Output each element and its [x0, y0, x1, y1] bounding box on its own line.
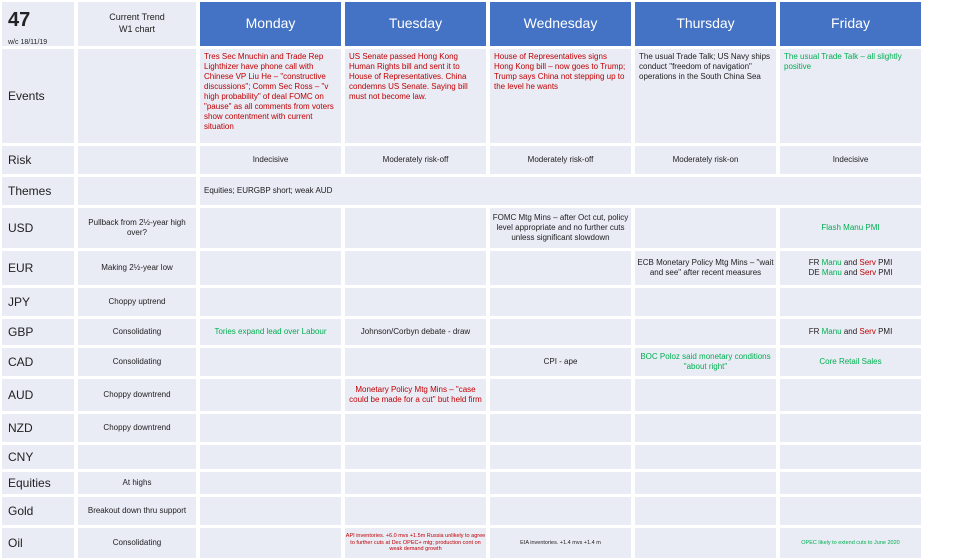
row-label-events: Events [2, 49, 74, 143]
jpy-wednesday [490, 288, 631, 316]
risk-trend-cell [78, 146, 196, 174]
usd-trend: Pullback from 2½-year high over? [78, 208, 196, 248]
cad-friday: Core Retail Sales [780, 348, 921, 376]
gbp-trend: Consolidating [78, 319, 196, 345]
eur-friday-line2: DE Manu and Serv PMI [808, 268, 893, 277]
eur-tuesday [345, 251, 486, 285]
cny-friday [780, 445, 921, 469]
jpy-tuesday [345, 288, 486, 316]
risk-thursday: Moderately risk-on [635, 146, 776, 174]
cny-thursday [635, 445, 776, 469]
equities-tuesday [345, 472, 486, 494]
nzd-tuesday [345, 414, 486, 442]
cad-monday [200, 348, 341, 376]
jpy-monday [200, 288, 341, 316]
nzd-trend: Choppy downtrend [78, 414, 196, 442]
gbp-thursday [635, 319, 776, 345]
row-label-eur: EUR [2, 251, 74, 285]
usd-tuesday [345, 208, 486, 248]
day-header-wednesday: Wednesday [490, 2, 631, 46]
eur-friday [780, 251, 921, 285]
jpy-thursday [635, 288, 776, 316]
jpy-friday [780, 288, 921, 316]
oil-monday [200, 528, 341, 558]
row-label-themes: Themes [2, 177, 74, 205]
gold-monday [200, 497, 341, 525]
cad-wednesday: CPI - ape [490, 348, 631, 376]
usd-wednesday: FOMC Mtg Mins – after Oct cut, policy level appropriate and no further cuts unless significant slowdown [490, 208, 631, 248]
aud-friday [780, 379, 921, 411]
row-label-risk: Risk [2, 146, 74, 174]
gbp-friday: FR Manu and Serv PMI [780, 319, 921, 345]
usd-monday [200, 208, 341, 248]
row-label-gbp: GBP [2, 319, 74, 345]
row-label-aud: AUD [2, 379, 74, 411]
oil-wednesday: EIA inventories. +1.4 mvs +1.4 m [490, 528, 631, 558]
aud-thursday [635, 379, 776, 411]
eur-thursday: ECB Monetary Policy Mtg Mins – "wait and see" after recent measures [635, 251, 776, 285]
gbp-monday: Tories expand lead over Labour [200, 319, 341, 345]
cny-trend [78, 445, 196, 469]
eur-trend: Making 2½-year low [78, 251, 196, 285]
themes-text: Equities; EURGBP short; weak AUD [200, 177, 921, 205]
nzd-friday [780, 414, 921, 442]
gold-thursday [635, 497, 776, 525]
day-header-thursday: Thursday [635, 2, 776, 46]
day-header-monday: Monday [200, 2, 341, 46]
events-trend-cell [78, 49, 196, 143]
risk-friday: Indecisive [780, 146, 921, 174]
gbp-wednesday [490, 319, 631, 345]
trend-header-line2: W1 chart [118, 23, 155, 34]
cad-thursday: BOC Poloz said monetary conditions "about right" [635, 348, 776, 376]
gold-friday [780, 497, 921, 525]
jpy-trend: Choppy uptrend [78, 288, 196, 316]
usd-friday: Flash Manu PMI [780, 208, 921, 248]
week-number: 47 [8, 9, 31, 31]
equities-monday [200, 472, 341, 494]
row-label-gold: Gold [2, 497, 74, 525]
aud-tuesday: Monetary Policy Mtg Mins – "case could be made for a cut" but held firm [345, 379, 486, 411]
aud-wednesday [490, 379, 631, 411]
risk-tuesday: Moderately risk-off [345, 146, 486, 174]
eur-monday [200, 251, 341, 285]
row-label-jpy: JPY [2, 288, 74, 316]
gold-trend: Breakout down thru support [78, 497, 196, 525]
eur-friday-line1: FR Manu and Serv PMI [808, 258, 893, 267]
nzd-wednesday [490, 414, 631, 442]
cad-tuesday [345, 348, 486, 376]
events-tuesday: US Senate passed Hong Kong Human Rights bill and sent it to House of Representatives. China condemns US Senate. Saying bill must not become law. [345, 49, 486, 143]
nzd-thursday [635, 414, 776, 442]
row-label-cad: CAD [2, 348, 74, 376]
usd-thursday [635, 208, 776, 248]
row-label-usd: USD [2, 208, 74, 248]
day-header-tuesday: Tuesday [345, 2, 486, 46]
oil-tuesday: API inventories. +6.0 mvs +1.5m Russia unlikely to agree to further cuts at Dec OPEC+ mtg; production cont on weak demand growth [345, 528, 486, 558]
cny-wednesday [490, 445, 631, 469]
trend-header [78, 2, 196, 46]
aud-trend: Choppy downtrend [78, 379, 196, 411]
weekly-calendar-grid [2, 2, 916, 553]
gbp-tuesday: Johnson/Corbyn debate - draw [345, 319, 486, 345]
gold-wednesday [490, 497, 631, 525]
oil-friday: OPEC likely to extend cuts to June 2020 [780, 528, 921, 558]
day-header-friday: Friday [780, 2, 921, 46]
events-wednesday: House of Representatives signs Hong Kong bill – now goes to Trump; Trump says China not stepping up to the level he wants [490, 49, 631, 143]
events-friday: The usual Trade Talk – all slightly positive [780, 49, 921, 143]
equities-wednesday [490, 472, 631, 494]
row-label-oil: Oil [2, 528, 74, 558]
nzd-monday [200, 414, 341, 442]
themes-trend-cell [78, 177, 196, 205]
oil-trend: Consolidating [78, 528, 196, 558]
cny-monday [200, 445, 341, 469]
events-monday: Tres Sec Mnuchin and Trade Rep Lighthizer have phone call with Chinese VP Liu He – "constructive discussions"; Comm Sec Ross – "v high probability" of deal FOMC on "pause" as all comments from voters show contentment with current situation [200, 49, 341, 143]
eur-wednesday [490, 251, 631, 285]
events-thursday: The usual Trade Talk; US Navy ships conduct "freedom of navigation" operations in the South China Sea [635, 49, 776, 143]
cny-tuesday [345, 445, 486, 469]
week-cell [2, 2, 74, 46]
row-label-nzd: NZD [2, 414, 74, 442]
equities-trend: At highs [78, 472, 196, 494]
risk-wednesday: Moderately risk-off [490, 146, 631, 174]
trend-header-line1: Current Trend [109, 12, 165, 22]
equities-thursday [635, 472, 776, 494]
oil-thursday [635, 528, 776, 558]
equities-friday [780, 472, 921, 494]
aud-monday [200, 379, 341, 411]
gold-tuesday [345, 497, 486, 525]
risk-monday: Indecisive [200, 146, 341, 174]
row-label-cny: CNY [2, 445, 74, 469]
row-label-equities: Equities [2, 472, 74, 494]
cad-trend: Consolidating [78, 348, 196, 376]
week-commencing: w/c 18/11/19 [8, 39, 48, 46]
